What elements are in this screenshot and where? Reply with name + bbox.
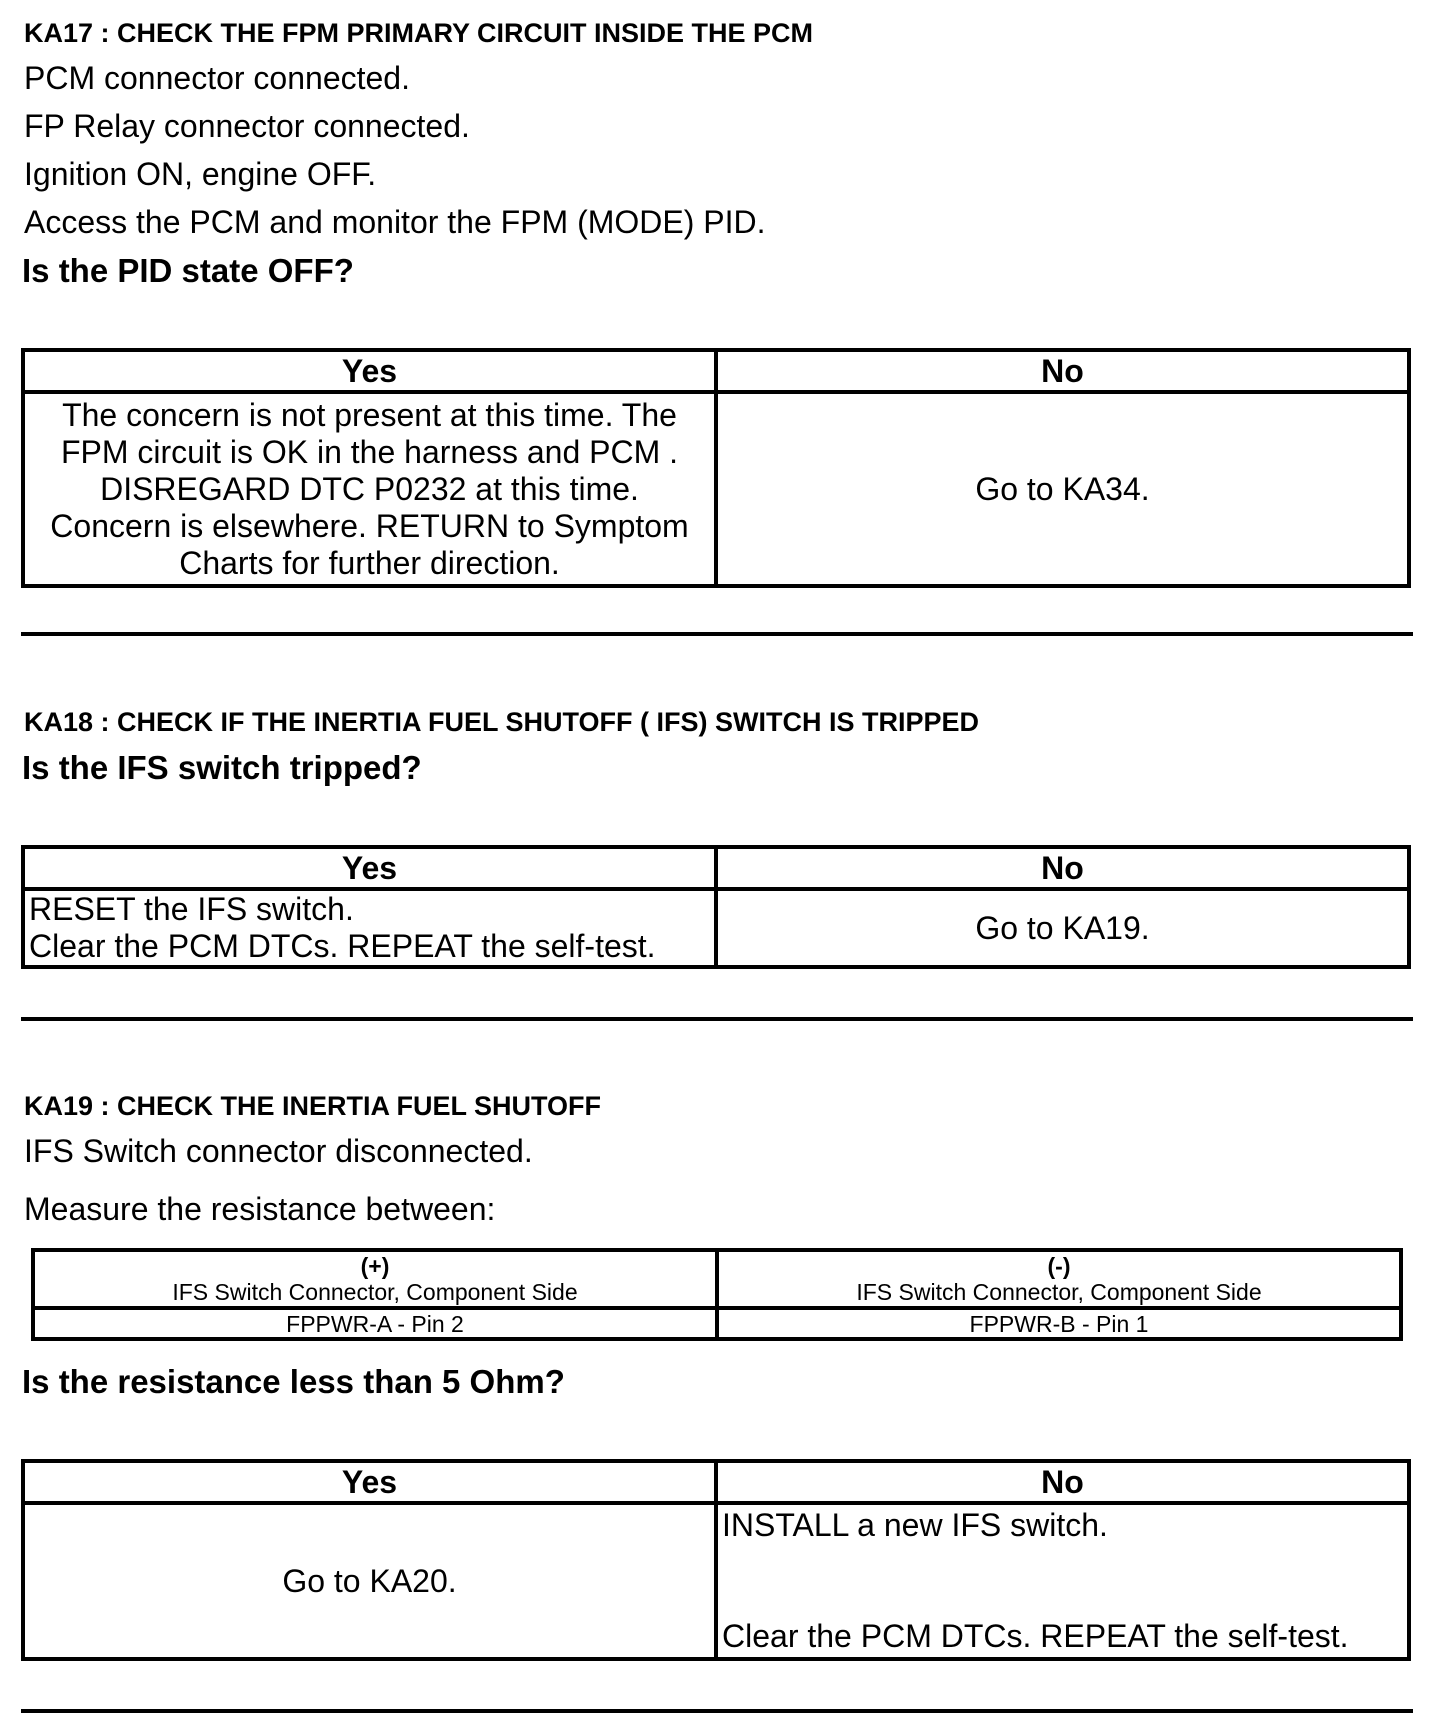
- ka18-yes-line-1: RESET the IFS switch.: [29, 891, 354, 927]
- ka17-step-4: Access the PCM and monitor the FPM (MODE) PID.: [24, 204, 766, 240]
- ka17-yes-line-1: The concern is not present at this time. The: [62, 396, 677, 433]
- divider-3: [21, 1709, 1413, 1713]
- ka17-no-cell: Go to KA34.: [716, 392, 1409, 586]
- ka19-yes-no-table: [21, 1459, 1411, 1661]
- ka19-yes-header: Yes: [23, 1461, 716, 1503]
- ka18-question: Is the IFS switch tripped?: [22, 749, 422, 786]
- divider-1: [21, 632, 1413, 636]
- ka18-yes-header: Yes: [23, 847, 716, 889]
- ka18-yes-line-2: Clear the PCM DTCs. REPEAT the self-test.: [29, 928, 656, 964]
- ka19-question: Is the resistance less than 5 Ohm?: [22, 1363, 565, 1400]
- measure-negative-header: [717, 1250, 1401, 1308]
- measure-negative-symbol: (-): [1047, 1253, 1071, 1279]
- ka17-question: Is the PID state OFF?: [22, 252, 354, 289]
- ka17-yes-line-4: Concern is elsewhere. RETURN to Symptom: [50, 507, 689, 544]
- measure-positive-symbol: (+): [360, 1253, 390, 1279]
- ka19-no-line-2: Clear the PCM DTCs. REPEAT the self-test.: [722, 1618, 1349, 1654]
- ka19-yes-cell: Go to KA20.: [23, 1503, 716, 1659]
- ka17-yes-header: Yes: [23, 350, 716, 392]
- measure-negative-label: IFS Switch Connector, Component Side: [856, 1279, 1262, 1305]
- ka17-no-header: No: [716, 350, 1409, 392]
- ka17-step-2: FP Relay connector connected.: [24, 108, 470, 144]
- ka18-yes-no-table: [21, 845, 1411, 969]
- ka17-yes-line-2: FPM circuit is OK in the harness and PCM .: [60, 433, 679, 470]
- ka19-no-cell: [716, 1503, 1409, 1659]
- ka17-yes-line-3: DISREGARD DTC P0232 at this time.: [100, 470, 639, 507]
- divider-2: [21, 1017, 1413, 1021]
- ka19-no-header: No: [716, 1461, 1409, 1503]
- ka18-yes-cell: [23, 889, 716, 967]
- measure-negative-pin: FPPWR-B - Pin 1: [717, 1308, 1401, 1339]
- ka17-step-1: PCM connector connected.: [24, 60, 410, 96]
- ka17-yes-line-5: Charts for further direction.: [179, 544, 560, 581]
- ka19-no-line-1: INSTALL a new IFS switch.: [722, 1507, 1108, 1543]
- ka18-title: KA18 : CHECK IF THE INERTIA FUEL SHUTOFF ( IFS) SWITCH IS TRIPPED: [24, 707, 980, 737]
- ka17-yes-no-table: [21, 348, 1411, 588]
- measure-positive-pin: FPPWR-A - Pin 2: [33, 1308, 717, 1339]
- ka17-step-3: Ignition ON, engine OFF.: [24, 156, 377, 192]
- ka18-no-cell: Go to KA19.: [716, 889, 1409, 967]
- ka19-title: KA19 : CHECK THE INERTIA FUEL SHUTOFF: [24, 1091, 602, 1121]
- ka17-title: KA17 : CHECK THE FPM PRIMARY CIRCUIT INSIDE THE PCM: [24, 18, 814, 48]
- ka18-no-header: No: [716, 847, 1409, 889]
- measure-positive-header: [33, 1250, 717, 1308]
- ka17-yes-cell: [23, 392, 716, 586]
- ka19-step-1: IFS Switch connector disconnected.: [24, 1133, 533, 1169]
- ka19-measure-table: [31, 1248, 1403, 1341]
- measure-positive-label: IFS Switch Connector, Component Side: [172, 1279, 578, 1305]
- ka19-step-2: Measure the resistance between:: [24, 1191, 496, 1227]
